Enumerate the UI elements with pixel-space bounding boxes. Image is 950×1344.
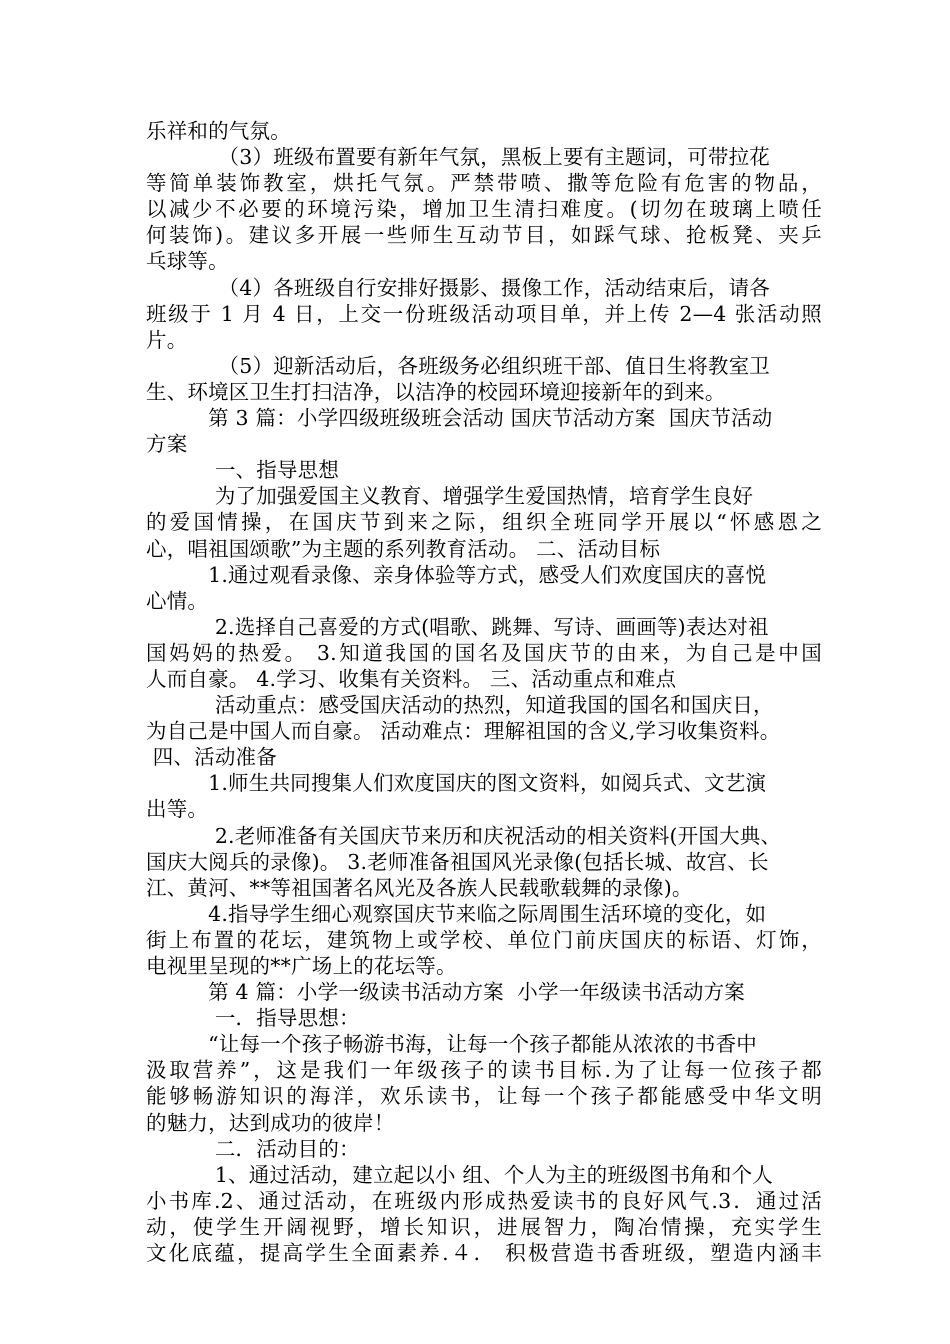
text-line: 文化底蕴，提高学生全面素养.４． 积极营造书香班级，塑造内涵丰 xyxy=(146,1241,822,1266)
text-line: 街上布置的花坛，建筑物上或学校、单位门前庆国庆的标语、灯饰， xyxy=(146,927,822,952)
text-line: 等简单装饰教室，烘托气氛。严禁带喷、撒等危险有危害的物品， xyxy=(146,171,822,196)
text-line: 何装饰)。建议多开展一些师生互动节目，如踩气球、抢板凳、夹乒 xyxy=(146,223,822,248)
text-line: 汲取营养”，这是我们一年级孩子的读书目标.为了让每一位孩子都 xyxy=(146,1058,822,1083)
text-line: 1、通过活动，建立起以小 组、个人为主的班级图书角和个人 xyxy=(146,1162,773,1187)
text-line: 为了加强爱国主义教育、增强学生爱国热情，培育学生良好 xyxy=(146,484,754,509)
text-line: 电视里呈现的**广场上的花坛等。 xyxy=(146,954,457,978)
text-line: （5）迎新活动后，各班级务必组织班干部、值日生将教室卫 xyxy=(146,353,770,378)
text-line: “让每一个孩子畅游书海，让每一个孩子都能从浓浓的书香中 xyxy=(146,1032,757,1057)
text-line: 2.老师准备有关国庆节来历和庆祝活动的相关资料(开国大典、 xyxy=(146,823,782,848)
body-text xyxy=(146,118,822,1266)
text-line: 心情。 xyxy=(146,588,209,613)
text-line: 班级于 1 月 4 日，上交一份班级活动项目单，并上传 2—4 张活动照 xyxy=(146,301,822,326)
text-line: 能够畅游知识的海洋，欢乐读书，让每一个孩子都能感受中华文明 xyxy=(146,1084,822,1109)
subheading: 一．指导思想： xyxy=(146,1006,360,1031)
text-line: （4）各班级自行安排好摄影、摄像工作，活动结束后，请各 xyxy=(146,275,770,300)
subheading: 一、指导思想 xyxy=(146,458,340,483)
text-line: 的爱国情操，在国庆节到来之际，组织全班同学开展以“怀感恩之 xyxy=(146,510,822,535)
section-heading: 第 3 篇：小学四级班级班会活动 国庆节活动方案 国庆节活动 xyxy=(146,406,773,431)
text-line: 以减少不必要的环境污染，增加卫生清扫难度。(切勿在玻璃上喷任 xyxy=(146,197,822,222)
text-line: 活动重点：感受国庆活动的热烈，知道我国的国名和国庆日， xyxy=(146,693,774,718)
text-line: 的魅力，达到成功的彼岸！ xyxy=(146,1110,395,1135)
text-line: 方案 xyxy=(146,432,188,457)
text-line: 2.选择自己喜爱的方式(唱歌、跳舞、写诗、画画等)表达对祖 xyxy=(146,614,769,639)
text-line: 小书库.2、通过活动，在班级内形成热爱读书的良好风气.3．通过活 xyxy=(146,1188,822,1213)
text-line: 乐祥和的气氛。 xyxy=(146,119,291,143)
text-line: 为自己是中国人而自豪。 活动难点：理解祖国的含义,学习收集资料。 xyxy=(146,719,781,744)
text-line: 心，唱祖国颂歌”为主题的系列教育活动。 二、活动目标 xyxy=(146,536,661,561)
text-line: 出等。 xyxy=(146,797,209,822)
text-line: 动，使学生开阔视野，增长知识，进展智力，陶冶情操，充实学生 xyxy=(146,1214,822,1239)
subheading: 二．活动目的： xyxy=(146,1136,360,1161)
text-line: 江、黄河、**等祖国著名风光及各族人民载歌载舞的录像)。 xyxy=(146,875,693,900)
text-line: 生、环境区卫生打扫洁净，以洁净的校园环境迎接新年的到来。 xyxy=(146,379,726,404)
text-line: 片。 xyxy=(146,327,188,352)
text-line: 国庆大阅兵的录像)。 3.老师准备祖国风光录像(包括长城、故宫、长 xyxy=(146,849,769,874)
text-line: 人而自豪。 4.学习、收集有关资料。 三、活动重点和难点 xyxy=(146,666,677,691)
text-line: 1.通过观看录像、亲身体验等方式，感受人们欢度国庆的喜悦 xyxy=(146,562,767,587)
text-line: 乓球等。 xyxy=(146,249,229,274)
text-line: 1.师生共同搜集人们欢度国庆的图文资料，如阅兵式、文艺演 xyxy=(146,771,767,796)
text-line: 国妈妈的热爱。 3.知道我国的国名及国庆节的由来，为自己是中国 xyxy=(146,640,822,665)
text-line: （3）班级布置要有新年气氛，黑板上要有主题词，可带拉花 xyxy=(146,145,770,170)
text-line: 4.指导学生细心观察国庆节来临之际周围生活环境的变化，如 xyxy=(146,901,767,926)
section-heading: 第 4 篇：小学一级读书活动方案 小学一年级读书活动方案 xyxy=(146,980,746,1005)
subheading: 四、活动准备 xyxy=(146,745,277,770)
